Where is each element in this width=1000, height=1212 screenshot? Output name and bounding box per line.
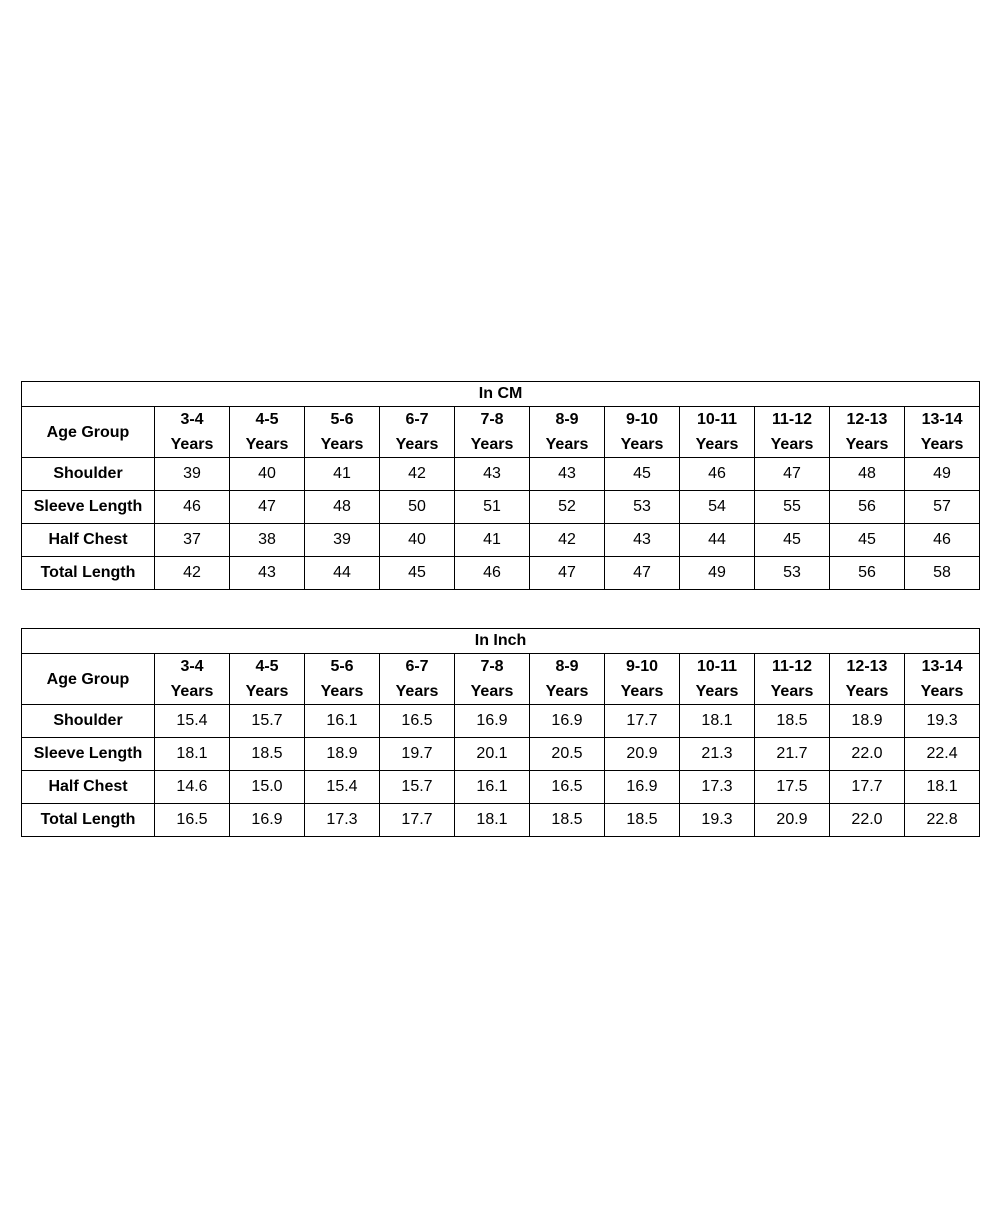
measurement-value: 15.7 <box>380 771 455 804</box>
measurement-value: 43 <box>530 458 605 491</box>
table-body <box>22 382 980 590</box>
table-row <box>22 804 980 837</box>
age-unit-label: Years <box>170 683 214 700</box>
age-unit-label: Years <box>620 683 664 700</box>
measurement-value: 43 <box>605 524 680 557</box>
age-column-header <box>605 407 680 458</box>
age-range-label: 5-6 <box>330 658 354 675</box>
age-column-header <box>755 407 830 458</box>
age-range-label: 8-9 <box>555 658 579 675</box>
table-row <box>22 524 980 557</box>
table-caption-row <box>22 382 980 407</box>
measurement-value: 43 <box>455 458 530 491</box>
age-column-header <box>380 407 455 458</box>
age-range-label: 13-14 <box>921 411 963 428</box>
measurement-label: Shoulder <box>22 705 155 738</box>
measurement-value: 46 <box>680 458 755 491</box>
measurement-value: 56 <box>830 491 905 524</box>
age-unit-label: Years <box>545 436 589 453</box>
measurement-value: 45 <box>830 524 905 557</box>
measurement-value: 17.3 <box>305 804 380 837</box>
age-unit-label: Years <box>620 436 664 453</box>
table-caption: In CM <box>22 382 980 407</box>
measurement-value: 15.4 <box>155 705 230 738</box>
measurement-value: 48 <box>830 458 905 491</box>
table-caption: In Inch <box>22 629 980 654</box>
age-column-header <box>305 654 380 705</box>
age-unit-label: Years <box>845 683 889 700</box>
table-row <box>22 771 980 804</box>
measurement-value: 17.5 <box>755 771 830 804</box>
age-column-header <box>905 654 980 705</box>
age-column-header <box>680 407 755 458</box>
age-unit-label: Years <box>770 683 814 700</box>
age-unit-label: Years <box>320 436 364 453</box>
age-unit-label: Years <box>170 436 214 453</box>
measurement-value: 22.0 <box>830 738 905 771</box>
age-column-header <box>530 654 605 705</box>
measurement-value: 19.3 <box>905 705 980 738</box>
measurement-value: 42 <box>380 458 455 491</box>
measurement-value: 16.9 <box>455 705 530 738</box>
measurement-value: 55 <box>755 491 830 524</box>
measurement-value: 18.5 <box>755 705 830 738</box>
size-chart-table-cm <box>21 381 980 590</box>
measurement-value: 18.9 <box>305 738 380 771</box>
measurement-value: 16.1 <box>455 771 530 804</box>
measurement-value: 42 <box>155 557 230 590</box>
measurement-value: 44 <box>305 557 380 590</box>
measurement-value: 20.9 <box>755 804 830 837</box>
measurement-value: 53 <box>755 557 830 590</box>
age-range-label: 3-4 <box>180 411 204 428</box>
age-range-label: 6-7 <box>405 411 429 428</box>
measurement-value: 15.7 <box>230 705 305 738</box>
measurement-value: 53 <box>605 491 680 524</box>
age-column-header <box>680 654 755 705</box>
age-range-label: 10-11 <box>696 658 738 675</box>
measurement-value: 45 <box>755 524 830 557</box>
age-unit-label: Years <box>320 683 364 700</box>
age-column-header <box>155 407 230 458</box>
measurement-value: 18.1 <box>905 771 980 804</box>
age-range-label: 5-6 <box>330 411 354 428</box>
age-range-label: 8-9 <box>555 411 579 428</box>
measurement-value: 51 <box>455 491 530 524</box>
measurement-value: 37 <box>155 524 230 557</box>
measurement-value: 14.6 <box>155 771 230 804</box>
age-unit-label: Years <box>695 683 739 700</box>
age-range-label: 13-14 <box>921 658 963 675</box>
age-range-label: 12-13 <box>846 658 888 675</box>
age-unit-label: Years <box>395 436 439 453</box>
measurement-value: 22.8 <box>905 804 980 837</box>
measurement-value: 47 <box>755 458 830 491</box>
age-column-header <box>530 407 605 458</box>
measurement-value: 16.5 <box>530 771 605 804</box>
measurement-value: 50 <box>380 491 455 524</box>
age-column-header <box>905 407 980 458</box>
age-column-header <box>455 407 530 458</box>
measurement-value: 54 <box>680 491 755 524</box>
table-row <box>22 491 980 524</box>
age-group-header: Age Group <box>22 654 155 705</box>
age-range-label: 4-5 <box>255 411 279 428</box>
age-range-label: 7-8 <box>480 411 504 428</box>
measurement-label: Half Chest <box>22 524 155 557</box>
age-unit-label: Years <box>920 683 964 700</box>
measurement-value: 39 <box>155 458 230 491</box>
measurement-value: 46 <box>455 557 530 590</box>
measurement-value: 46 <box>905 524 980 557</box>
age-unit-label: Years <box>545 683 589 700</box>
measurement-value: 47 <box>605 557 680 590</box>
measurement-value: 15.0 <box>230 771 305 804</box>
age-range-label: 6-7 <box>405 658 429 675</box>
measurement-value: 41 <box>455 524 530 557</box>
measurement-value: 56 <box>830 557 905 590</box>
measurement-value: 22.0 <box>830 804 905 837</box>
measurement-value: 40 <box>230 458 305 491</box>
age-group-header: Age Group <box>22 407 155 458</box>
measurement-value: 21.3 <box>680 738 755 771</box>
measurement-value: 17.7 <box>605 705 680 738</box>
table-body <box>22 629 980 837</box>
age-unit-label: Years <box>770 436 814 453</box>
age-column-header <box>230 407 305 458</box>
age-range-label: 12-13 <box>846 411 888 428</box>
age-unit-label: Years <box>245 436 289 453</box>
measurement-value: 16.1 <box>305 705 380 738</box>
measurement-value: 17.3 <box>680 771 755 804</box>
measurement-value: 15.4 <box>305 771 380 804</box>
measurement-value: 17.7 <box>380 804 455 837</box>
measurement-value: 42 <box>530 524 605 557</box>
age-column-header <box>755 654 830 705</box>
measurement-value: 22.4 <box>905 738 980 771</box>
measurement-value: 48 <box>305 491 380 524</box>
measurement-label: Shoulder <box>22 458 155 491</box>
measurement-value: 18.1 <box>455 804 530 837</box>
age-unit-label: Years <box>245 683 289 700</box>
measurement-value: 52 <box>530 491 605 524</box>
measurement-value: 40 <box>380 524 455 557</box>
measurement-value: 20.5 <box>530 738 605 771</box>
table-row <box>22 705 980 738</box>
age-range-label: 10-11 <box>696 411 738 428</box>
table-row <box>22 458 980 491</box>
measurement-value: 18.1 <box>155 738 230 771</box>
age-range-label: 3-4 <box>180 658 204 675</box>
measurement-value: 16.9 <box>230 804 305 837</box>
age-unit-label: Years <box>920 436 964 453</box>
age-unit-label: Years <box>845 436 889 453</box>
measurement-value: 58 <box>905 557 980 590</box>
measurement-value: 49 <box>680 557 755 590</box>
measurement-value: 17.7 <box>830 771 905 804</box>
age-column-header <box>455 654 530 705</box>
measurement-value: 21.7 <box>755 738 830 771</box>
measurement-value: 16.5 <box>380 705 455 738</box>
measurement-value: 19.7 <box>380 738 455 771</box>
size-chart-table-inch <box>21 628 980 837</box>
measurement-value: 20.1 <box>455 738 530 771</box>
measurement-label: Half Chest <box>22 771 155 804</box>
measurement-value: 18.5 <box>230 738 305 771</box>
measurement-value: 47 <box>530 557 605 590</box>
age-unit-label: Years <box>395 683 439 700</box>
measurement-value: 57 <box>905 491 980 524</box>
age-range-label: 9-10 <box>625 411 659 428</box>
measurement-value: 19.3 <box>680 804 755 837</box>
table-caption-row <box>22 629 980 654</box>
age-column-header <box>305 407 380 458</box>
measurement-value: 18.9 <box>830 705 905 738</box>
measurement-value: 16.5 <box>155 804 230 837</box>
measurement-value: 45 <box>605 458 680 491</box>
table-row <box>22 557 980 590</box>
measurement-value: 16.9 <box>530 705 605 738</box>
age-column-header <box>830 654 905 705</box>
age-range-label: 11-12 <box>771 658 813 675</box>
measurement-value: 20.9 <box>605 738 680 771</box>
measurement-label: Total Length <box>22 557 155 590</box>
age-range-label: 11-12 <box>771 411 813 428</box>
age-column-header <box>230 654 305 705</box>
measurement-label: Sleeve Length <box>22 738 155 771</box>
age-column-header <box>605 654 680 705</box>
age-unit-label: Years <box>695 436 739 453</box>
measurement-value: 16.9 <box>605 771 680 804</box>
measurement-value: 38 <box>230 524 305 557</box>
age-range-label: 4-5 <box>255 658 279 675</box>
measurement-value: 47 <box>230 491 305 524</box>
measurement-value: 45 <box>380 557 455 590</box>
table-header-row <box>22 407 980 458</box>
measurement-value: 18.5 <box>530 804 605 837</box>
measurement-value: 43 <box>230 557 305 590</box>
table-header-row <box>22 654 980 705</box>
age-column-header <box>155 654 230 705</box>
measurement-value: 41 <box>305 458 380 491</box>
measurement-value: 18.5 <box>605 804 680 837</box>
age-unit-label: Years <box>470 436 514 453</box>
age-column-header <box>830 407 905 458</box>
measurement-label: Total Length <box>22 804 155 837</box>
age-range-label: 7-8 <box>480 658 504 675</box>
measurement-label: Sleeve Length <box>22 491 155 524</box>
age-range-label: 9-10 <box>625 658 659 675</box>
measurement-value: 44 <box>680 524 755 557</box>
measurement-value: 39 <box>305 524 380 557</box>
table-row <box>22 738 980 771</box>
age-unit-label: Years <box>470 683 514 700</box>
age-column-header <box>380 654 455 705</box>
measurement-value: 18.1 <box>680 705 755 738</box>
measurement-value: 49 <box>905 458 980 491</box>
measurement-value: 46 <box>155 491 230 524</box>
